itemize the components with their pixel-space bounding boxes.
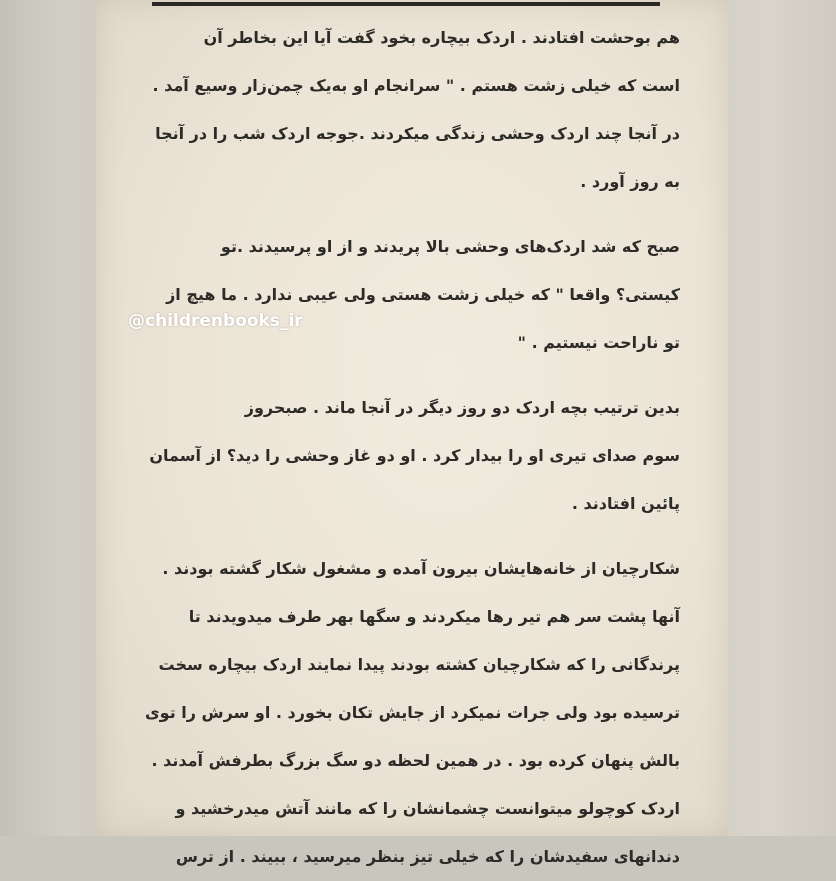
paragraph-gap xyxy=(140,528,680,545)
text-line: بالش پنهان کرده بود . در همین لحظه دو سگ بزرگ بطرفش آمدند . xyxy=(151,751,680,770)
paragraph-2 xyxy=(140,223,680,367)
watermark-handle: @childrenbooks_ir xyxy=(128,311,303,331)
background-right-margin xyxy=(728,0,836,836)
text-line: به روز آورد . xyxy=(580,172,680,191)
paragraph-1 xyxy=(140,14,680,206)
text-line: در آنجا چند اردک وحشی زندگی میکردند .جوجه اردک شب را در آنجا xyxy=(155,124,680,143)
top-rule-divider xyxy=(152,2,660,6)
paragraph-gap xyxy=(140,367,680,384)
paragraph-3 xyxy=(140,384,680,528)
text-line: اردک کوچولو میتوانست چشمانشان را که مانند آتش میدرخشید و xyxy=(175,799,680,818)
paragraph-4 xyxy=(140,545,680,881)
text-line: ترسیده بود ولی جرات نمیکرد از جایش تکان بخورد . او سرش را توی xyxy=(145,703,680,722)
text-line: دندانهای سفیدشان را که خیلی تیز بنظر میرسید ، ببیند . از ترس xyxy=(175,847,680,866)
page-text xyxy=(140,14,680,881)
text-line: پائین افتادند . xyxy=(571,494,680,513)
background-left-margin xyxy=(0,0,96,836)
text-line: هم بوحشت افتادند . اردک بیچاره بخود گفت آیا این بخاطر آن xyxy=(203,28,680,47)
text-line: پرندگانی را که شکارچیان کشته بودند پیدا نمایند اردک بیچاره سخت xyxy=(158,655,680,674)
text-line: صبح که شد اردک‌های وحشی بالا پریدند و از او پرسیدند .تو xyxy=(220,237,680,256)
text-line: تو ناراحت نیستیم . " xyxy=(517,333,680,352)
text-line: شکارچیان از خانه‌هایشان بیرون آمده و مشغول شکار گشته بودند . xyxy=(162,559,680,578)
paragraph-gap xyxy=(140,206,680,223)
text-line: بدین ترتیب بچه اردک دو روز دیگر در آنجا ماند . صبحروز xyxy=(244,398,680,417)
text-line: سوم صدای تیری او را بیدار کرد . او دو غاز وحشی را دید؟ از آسمان xyxy=(149,446,680,465)
text-line: است که خیلی زشت هستم . " سرانجام او به‌یک چمن‌زار وسیع آمد . xyxy=(152,76,680,95)
text-line: آنها پشت سر هم تیر رها میکردند و سگها بهر طرف میدویدند تا xyxy=(188,607,680,626)
text-line: کیستی؟ واقعا " که خیلی زشت هستی ولی عیبی ندارد . ما هیچ از xyxy=(166,285,680,304)
